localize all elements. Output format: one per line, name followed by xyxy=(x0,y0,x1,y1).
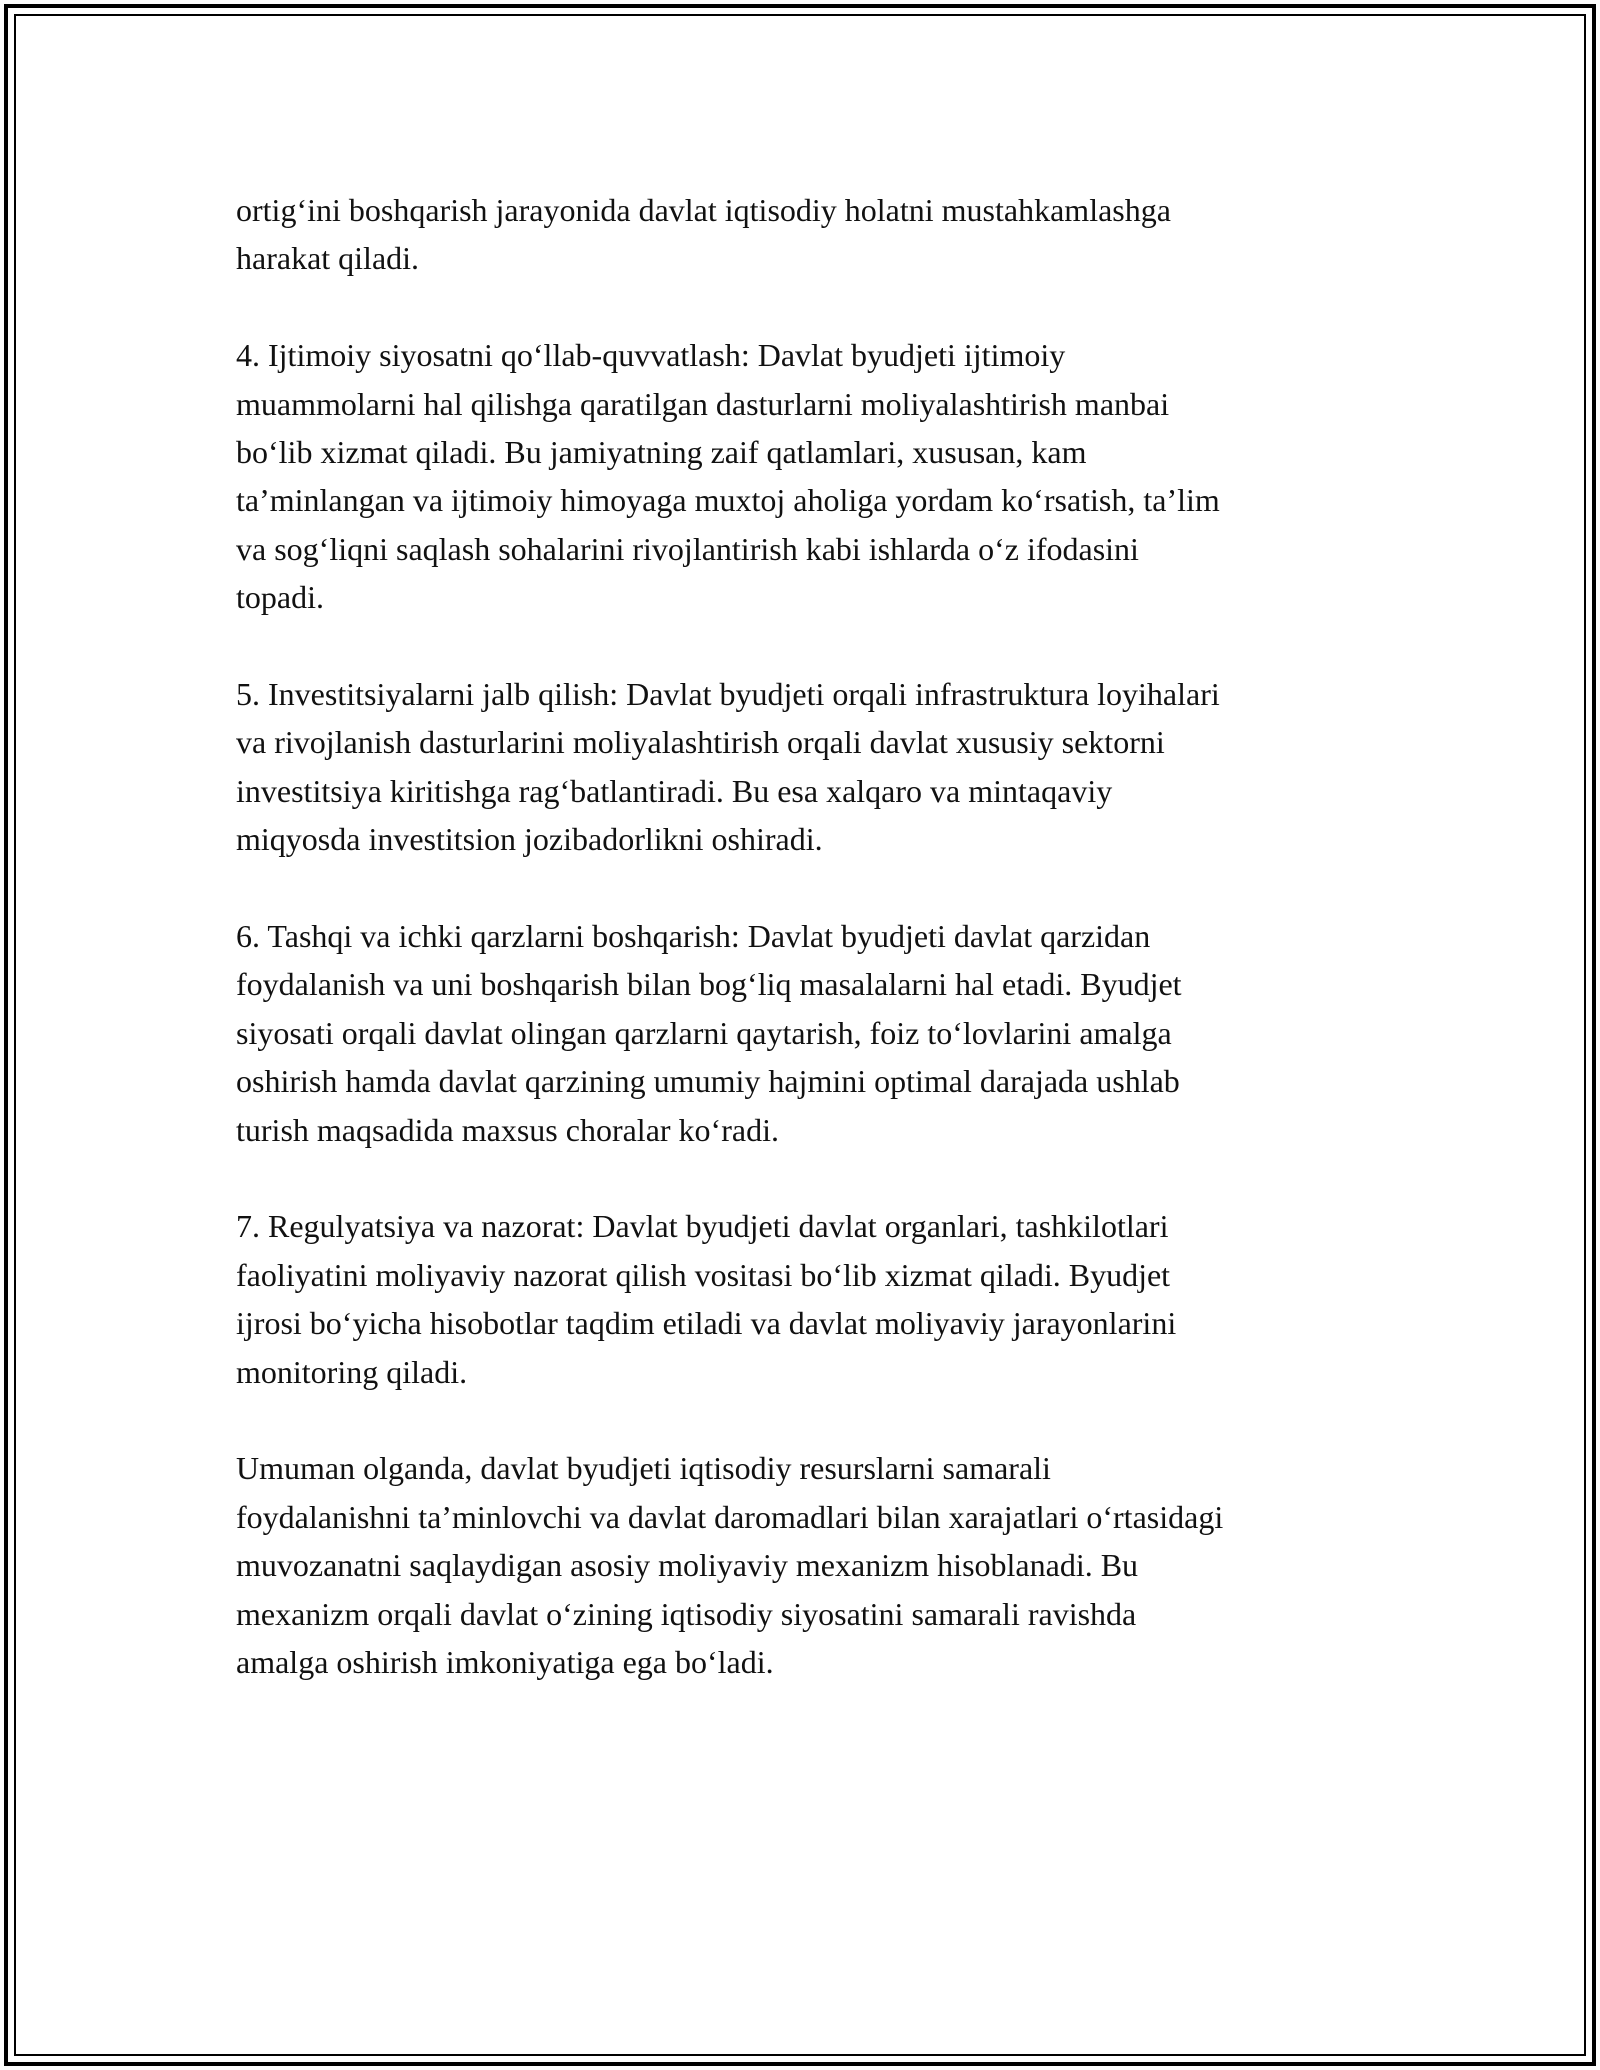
text-line: mexanizm orqali davlat o‘zining iqtisodiy siyosatini samarali ravishda xyxy=(236,1595,1137,1632)
text-line: investitsiya kiritishga rag‘batlantiradi. Bu esa xalqaro va mintaqaviy xyxy=(236,772,1113,809)
text-line: 4. Ijtimoiy siyosatni qo‘llab-quvvatlash: Davlat byudjeti ijtimoiy xyxy=(236,337,1066,374)
text-line: topadi. xyxy=(236,579,324,616)
text-line: va sog‘liqni saqlash sohalarini rivojlantirish kabi ishlarda o‘z ifodasini xyxy=(236,530,1139,567)
text-line: va rivojlanish dasturlarini moliyalashtirish orqali davlat xususiy sektorni xyxy=(236,724,1165,761)
text-line: muvozanatni saqlaydigan asosiy moliyaviy mexanizm hisoblanadi. Bu xyxy=(236,1547,1139,1584)
paragraph-item-6 xyxy=(236,912,1386,1154)
text-line: foydalanishni ta’minlovchi va davlat daromadlari bilan xarajatlari o‘rtasidagi xyxy=(236,1498,1224,1535)
text-line: foydalanish va uni boshqarish bilan bog‘liq masalalarni hal etadi. Byudjet xyxy=(236,966,1182,1003)
paragraph-item-7 xyxy=(236,1202,1386,1396)
text-line: turish maqsadida maxsus choralar ko‘radi. xyxy=(236,1111,779,1148)
text-line: faoliyatini moliyaviy nazorat qilish vositasi bo‘lib xizmat qiladi. Byudjet xyxy=(236,1256,1171,1293)
paragraph-item-5 xyxy=(236,670,1386,864)
text-line: bo‘lib xizmat qiladi. Bu jamiyatning zaif qatlamlari, xususan, kam xyxy=(236,434,1087,471)
text-line: ta’minlangan va ijtimoiy himoyaga muxtoj aholiga yordam ko‘rsatish, ta’lim xyxy=(236,482,1220,519)
text-line: Umuman olganda, davlat byudjeti iqtisodiy resurslarni samarali xyxy=(236,1450,1051,1487)
text-line: 6. Tashqi va ichki qarzlarni boshqarish: Davlat byudjeti davlat qarzidan xyxy=(236,918,1151,955)
text-line: amalga oshirish imkoniyatiga ega bo‘ladi. xyxy=(236,1644,774,1681)
text-line: miqyosda investitsion jozibadorlikni oshiradi. xyxy=(236,821,823,858)
text-line: oshirish hamda davlat qarzining umumiy hajmini optimal darajada ushlab xyxy=(236,1063,1180,1100)
text-line: 5. Investitsiyalarni jalb qilish: Davlat byudjeti orqali infrastruktura loyihalari xyxy=(236,676,1220,713)
paragraph-conclusion xyxy=(236,1444,1386,1686)
text-line: ortig‘ini boshqarish jarayonida davlat iqtisodiy holatni mustahkamlashga xyxy=(236,192,1171,228)
text-line: muammolarni hal qilishga qaratilgan dasturlarni moliyalashtirish manbai xyxy=(236,385,1170,422)
document-body xyxy=(236,186,1386,1735)
text-line: ijrosi bo‘yicha hisobotlar taqdim etiladi va davlat moliyaviy jarayonlarini xyxy=(236,1305,1177,1342)
paragraph-intro-continuation xyxy=(236,186,1386,283)
paragraph-item-4 xyxy=(236,331,1386,621)
text-line: monitoring qiladi. xyxy=(236,1353,468,1390)
text-line: harakat qiladi. xyxy=(236,240,420,277)
text-line: 7. Regulyatsiya va nazorat: Davlat byudjeti davlat organlari, tashkilotlari xyxy=(236,1208,1169,1245)
text-line: siyosati orqali davlat olingan qarzlarni qaytarish, foiz to‘lovlarini amalga xyxy=(236,1014,1172,1051)
